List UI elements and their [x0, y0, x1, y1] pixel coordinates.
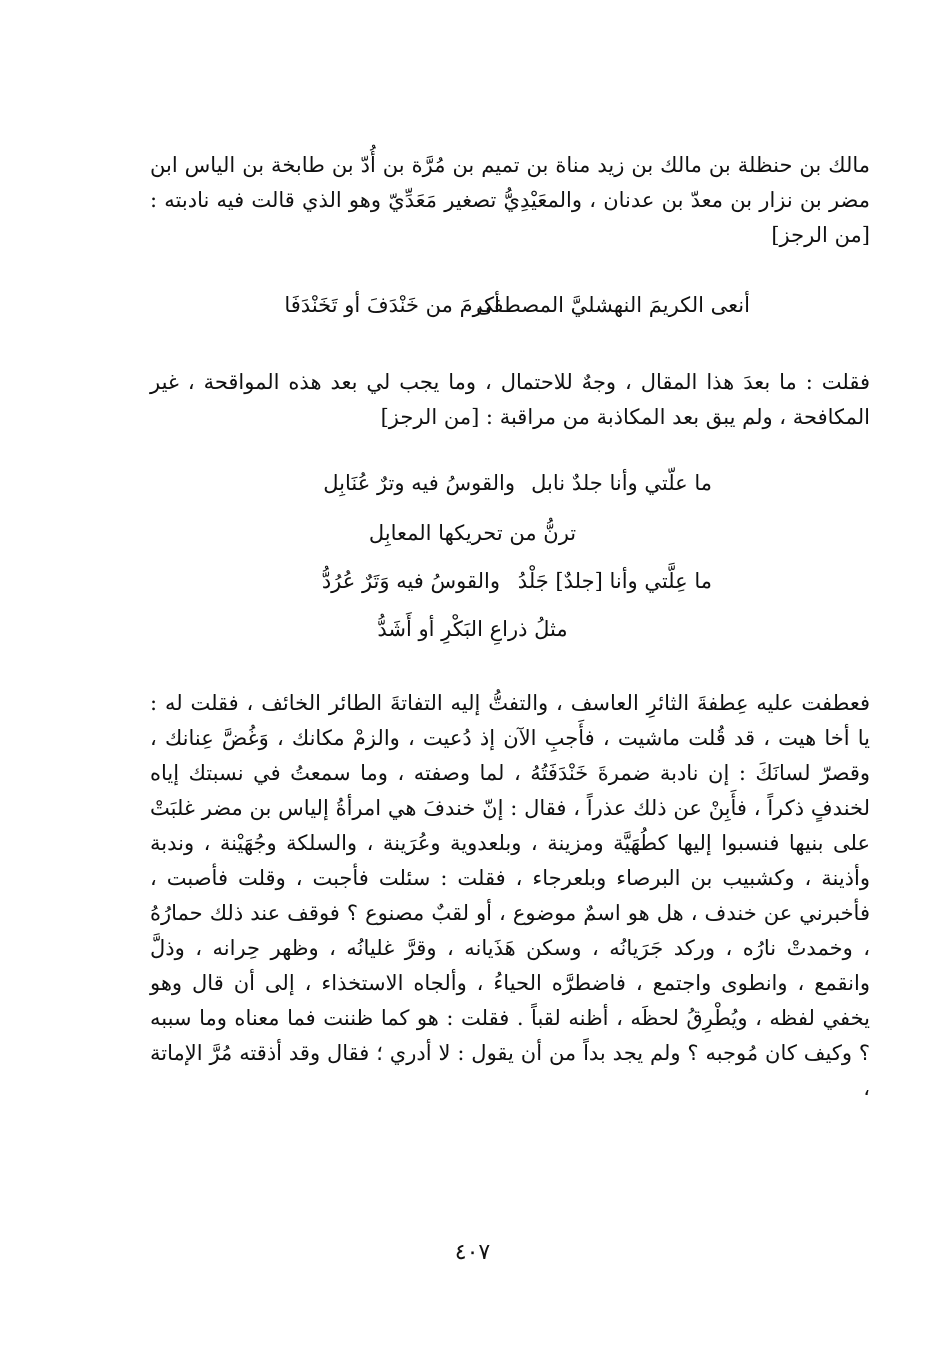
paragraph-reply: [150, 365, 870, 435]
verse-single-hemistich: مثلُ ذراعِ البَكْرِ أو أَشَدُّ: [377, 617, 568, 641]
verse-first-hemistich: ما علّتي وأنا جلدٌ نابل: [531, 471, 712, 495]
verse-second-hemistich: والقوسُ فيه وَتَرٌ عُرُدُّ: [321, 569, 500, 593]
paragraph-text: مالك بن حنظلة بن مالك بن زيد مناة بن تميم بن مُرَّة بن أُدّ بن طابخة بن الياس ابن مضر بن نزار بن معدّ بن عدنان ، والمعَيْدِيُّ تصغير مَعَدِّيّ وهو الذي قالت فيه نادبته : [من الرجز]: [150, 153, 870, 247]
paragraph-text: فعطفت عليه عِطفةَ الثائرِ العاسف ، والتفتُّ إليه التفاتةَ الطائر الخائف ، فقلت له : يا أخا هيت ، قد قُلت ماشيت ، فأَجبِ الآن إذ دُعيت ، والزمْ مكانك ، وَغُضَّ عِنانك ، وقصرّ لسانَكَ : إن نادبة ضمرةَ خَنْدَفَتُهُ ، لما وصفته ، وما سمعتُ في نسبتك إياه لخندفٍ ذكراً ، فأَبِنْ عن ذلك عذراً ، فقال : إنّ خندفَ هي امرأةُ إلياس بن مضر غلبَتْ على بنيها فنسبوا إليها كطُهَيَّة ومزينة ، وبلعدوية وعُرَينة ، والسلكة وجُهَيْنة ، وندبة وأذينة ، وكشبيب بن البرصاء وبلعرجاء ، فقلت : سئلت فأجبت ، وقلت فأصبت ، فأخبرني عن خندف ، هل هو اسمٌ موضوع ، أو لقبٌ مصنوع ؟ فوقف عند ذلك حمارُهُ ، وخمدتْ نارُه ، وركد جَرَيانُه ، وسكن هَذَيانه ، وقرَّ غليانُه ، وظهر حِرانه ، وذلَّ وانقمع ، وانطوى واجتمع ، فاضطرَّه الحياءُ ، وألجاه الاستخذاء ، إلى أن قال وهو يخفي لفظه ، ويُطْرِقُ لحظَه ، أظنه لقباً . فقلت : هو كما ظننت فما معناه وما سببه ؟ وكيف كان مُوجبه ؟ ولم يجد بداً من أن يقول : لا أدري ؛ فقال وقد أذقته مُرَّ الإماتة ،: [150, 691, 870, 1100]
page-number: ٤٠٧: [454, 1240, 491, 1265]
paragraph-text: فقلت : ما بعدَ هذا المقال ، وجهٌ للاحتمال ، وما يجب لي بعد هذه المواقحة ، غير المكافحة ، ولم يبق بعد المكاذبة من مراقبة : [من الرجز]: [150, 370, 870, 429]
verse-line: [0, 290, 945, 320]
verse-first-hemistich: ما عِلَّتي وأنا [جلدٌ] جَلْدُ: [517, 569, 712, 593]
verse-line: [0, 566, 945, 596]
paragraph-genealogy: [150, 148, 870, 253]
verse-line-centered: [0, 518, 945, 548]
verse-second-hemistich: والقوسُ فيه وترٌ عُنَابِل: [323, 471, 515, 495]
verse-first-hemistich: أنعى الكريمَ النهشليَّ المصطفى: [476, 293, 750, 317]
verse-second-hemistich: أكرمَ من خَنْدَفَ أو تَخَنْدَفَا: [284, 293, 500, 317]
verse-line-centered: [0, 614, 945, 644]
verse-single-hemistich: ترنُّ من تحريكها المعابِل: [368, 521, 577, 545]
verse-line: [0, 468, 945, 498]
paragraph-dialogue: [150, 686, 870, 1106]
